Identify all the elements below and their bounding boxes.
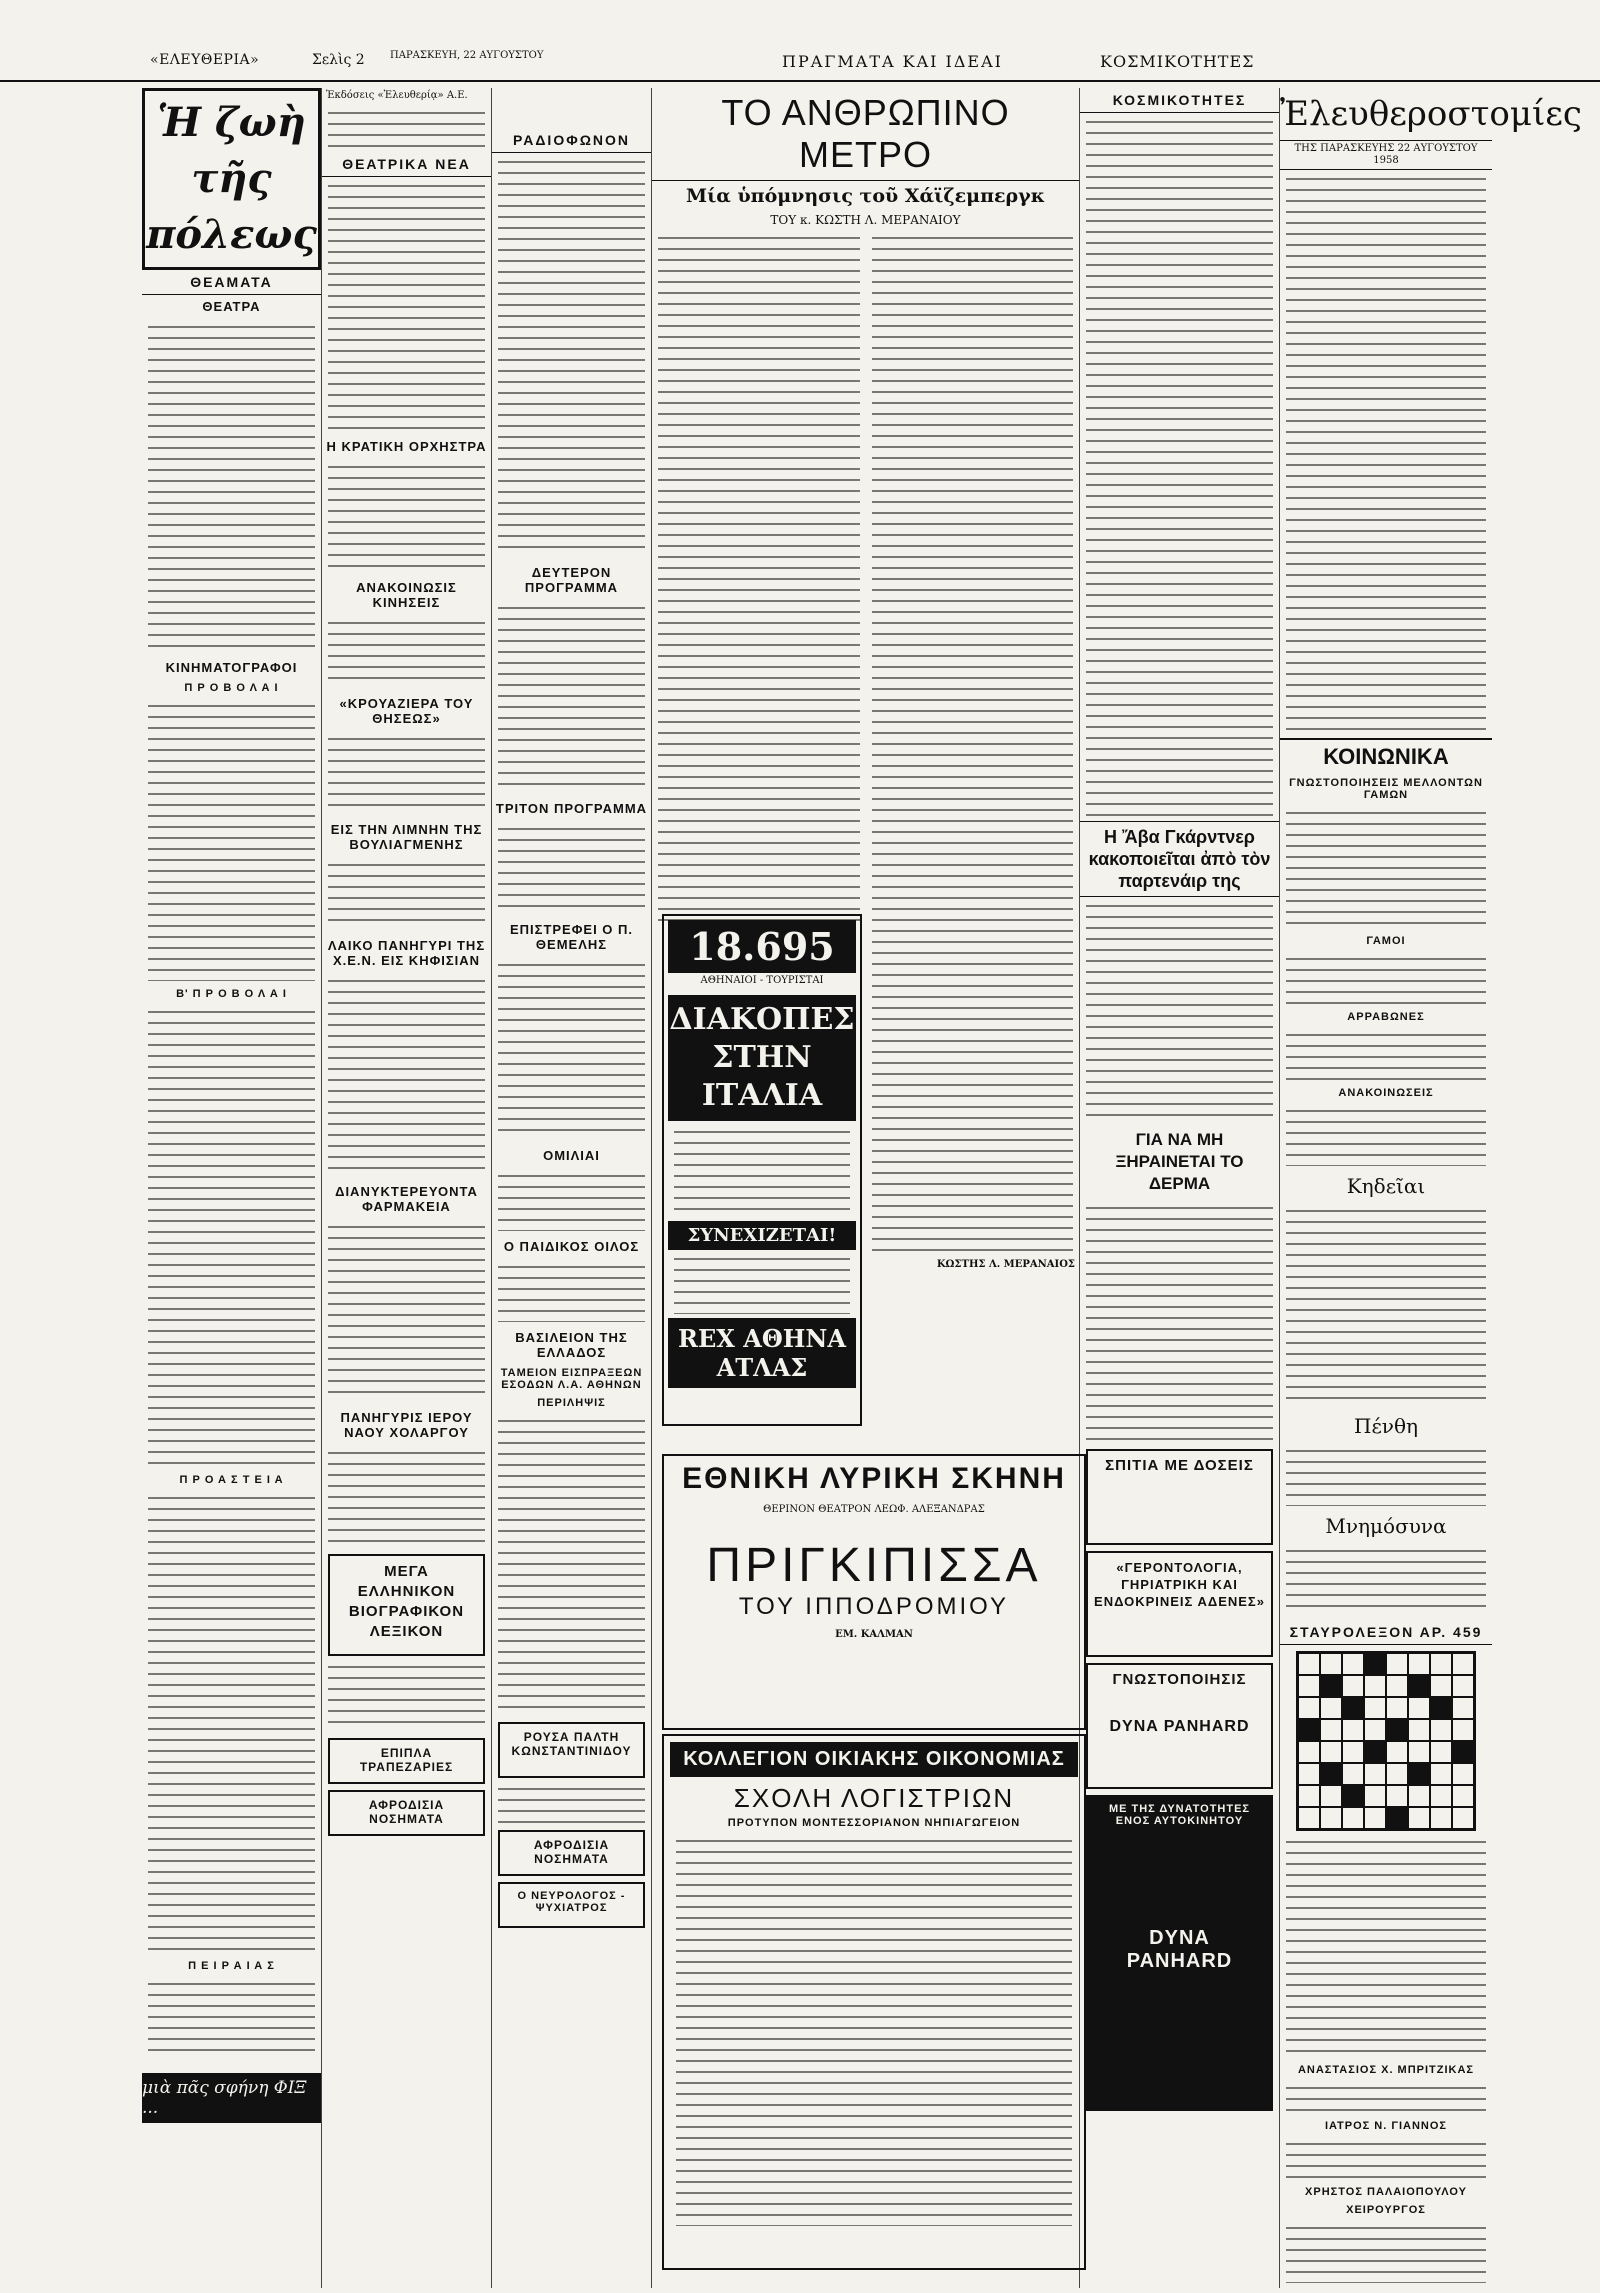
deutero-text	[498, 603, 645, 793]
krouaziera-heading: «ΚΡΟΥΑΖΙΕΡΑ ΤΟΥ ΘΗΣΕΩΣ»	[339, 696, 474, 726]
crossword-clues	[1286, 1837, 1486, 2057]
deutero-heading: ΔΕΥΤΕΡΟΝ ΠΡΟΓΡΑΜΜΑ	[524, 565, 619, 595]
article-signature: ΚΩΣΤΗΣ Λ. ΜΕΡΑΝΑΙΟΣ	[936, 1259, 1075, 1270]
radio-heading: ΡΑΔΙΟΦΩΝΟΝ	[492, 128, 651, 153]
peiraias-heading: Π Ε Ι Ρ Α Ι Α Σ	[188, 1960, 275, 1972]
column-2	[322, 88, 492, 2288]
stavrolexon-heading: ΣΤΑΥΡΟΛΕΞΟΝ ΑΡ. 459	[1280, 1620, 1492, 1645]
perilipsis-text	[498, 1416, 645, 1716]
kratiki-orchistra-heading: Η ΚΡΑΤΙΚΗ ΟΡΧΗΣΤΡΑ	[326, 439, 487, 454]
lyriki-title: ΕΘΝΙΚΗ ΛΥΡΙΚΗ ΣΚΗΝΗ	[682, 1462, 1066, 1495]
anakoinoseis-heading: ΑΝΑΚΟΙΝΩΣΕΙΣ	[1338, 1087, 1434, 1099]
dyna-ad: ΜΕ ΤΗΣ ΔΥΝΑΤΟΤΗΤΕΣ ΕΝΟΣ ΑΥΤΟΚΙΝΗΤΟΥ DYNA PANHARD	[1086, 1795, 1273, 2111]
mnimosyna-heading: Μνημόσυνα	[1325, 1514, 1447, 1538]
theamata-heading: ΘΕΑΜΑΤΑ	[142, 270, 321, 295]
dyna-notice: ΓΝΩΣΤΟΠΟΙΗΣΙΣ DYNA PANHARD	[1086, 1663, 1273, 1789]
column-5	[1080, 88, 1280, 2288]
peiraias-text	[148, 1979, 315, 2059]
spitia-ad: ΣΠΙΤΙΑ ΜΕ ΔΟΣΕΙΣ	[1086, 1449, 1273, 1545]
neurologos-ad: Ο ΝΕΥΡΟΛΟΓΟΣ - ΨΥΧΙΑΤΡΟΣ	[498, 1882, 645, 1928]
vasileion-heading: ΒΑΣΙΛΕΙΟΝ ΤΗΣ ΕΛΛΑΔΟΣ	[515, 1330, 628, 1360]
eleftherostomies-date: ΤΗΣ ΠΑΡΑΣΚΕΥΗΣ 22 ΑΥΓΟΥΣΤΟΥ 1958	[1280, 140, 1492, 170]
derma-text	[1086, 1203, 1273, 1443]
rousa-text	[498, 1784, 645, 1824]
krouaziera-text	[328, 734, 485, 814]
trito-heading: ΤΡΙΤΟΝ ΠΡΟΓΡΑΜΜΑ	[495, 801, 648, 816]
afrodisia2-ad: ΑΦΡΟΔΙΣΙΑ ΝΟΣΗΜΑΤΑ	[498, 1830, 645, 1876]
column-4	[652, 88, 1080, 2288]
theatrika-heading: ΘΕΑΤΡΙΚΑ ΝΕΑ	[322, 152, 491, 177]
panigyris-text	[328, 1448, 485, 1548]
italia-banner: ΔΙΑΚΟΠΕΣ ΣΤΗΝ ΙΤΑΛΙΑ	[668, 995, 856, 1121]
date-line: ΠΑΡΑΣΚΕΥΗ, 22 ΑΥΓΟΥΣΤΟΥ	[390, 50, 544, 61]
kollegion-ad: ΚΟΛΛΕΓΙΟΝ ΟΙΚΙΑΚΗΣ ΟΙΚΟΝΟΜΙΑΣ ΣΧΟΛΗ ΛΟΓΙΣΤΡΙΩΝ ΠΡΟΤΥΠΟΝ ΜΟΝΤΕΣΣΟΡΙΑΝΟΝ ΝΗΠΙΑΓΩΓΕΙΟΝ	[662, 1734, 1086, 2270]
section-title: ΠΡΑΓΜΑΤΑ ΚΑΙ ΙΔΕΑΙ	[782, 52, 1003, 71]
b-provoles-heading: Β' Π Ρ Ο Β Ο Λ Α Ι	[176, 988, 287, 1000]
column-1	[142, 88, 322, 2288]
italia-ad: 18.695 ΑΘΗΝΑΙΟΙ - ΤΟΥΡΙΣΤΑΙ ΔΙΑΚΟΠΕΣ ΣΤΗΝ ΙΤΑΛΙΑ ΣΥΝΕΧΙΖΕΤΑΙ! REX ΑΘΗΝΑ ΑΤΛΑΣ	[662, 914, 862, 1426]
derma-headline: ΓΙΑ ΝΑ ΜΗ ΞΗΡΑΙΝΕΤΑΙ ΤΟ ΔΕΡΜΑ	[1115, 1130, 1244, 1193]
crossword-grid	[1296, 1651, 1476, 1831]
gamoi-heading: ΓΑΜΟΙ	[1366, 935, 1406, 947]
gartner-headline: Η Ἄβα Γκάρντνερ κακοποιεῖται ἀπὸ τὸν παρτενάιρ της	[1080, 821, 1279, 897]
omiliai-text	[498, 1171, 645, 1231]
synexizetai: ΣΥΝΕΧΙΖΕΤΑΙ!	[668, 1221, 856, 1250]
anakoinosi-text	[328, 618, 485, 688]
epipla-ad: ΕΠΙΠΛΑ ΤΡΑΠΕΖΑΡΙΕΣ	[328, 1738, 485, 1784]
misc-text	[328, 1662, 485, 1732]
rex-athina-atlas: REX ΑΘΗΝΑ ΑΤΛΑΣ	[668, 1318, 856, 1388]
mpritzika-ad: ΑΝΑΣΤΑΣΙΟΣ Χ. ΜΠΡΙΤΖΙΚΑΣ	[1297, 2064, 1475, 2076]
proasteia-heading: Π Ρ Ο Α Σ Τ Ε Ι Α	[179, 1474, 284, 1486]
gerontologia-ad: «ΓΕΡΟΝΤΟΛΟΓΙΑ, ΓΗΡΙΑΤΡΙΚΗ ΚΑΙ ΕΝΔΟΚΡΙΝΕΙΣ ΑΔΕΝΕΣ»	[1086, 1551, 1273, 1657]
epistrefei-heading: ΕΠΙΣΤΡΕΦΕΙ Ο Π. ΘΕΜΕΛΗΣ	[509, 922, 634, 952]
article-byline: ΤΟΥ κ. ΚΩΣΤΗ Λ. ΜΕΡΑΝΑΙΟΥ	[770, 213, 961, 227]
edition-text	[328, 108, 485, 148]
provoles-text	[148, 701, 315, 981]
xeirourgos-ad: ΧΕΙΡΟΥΡΓΟΣ	[1346, 2204, 1426, 2216]
article-headline: ΤΟ ΑΝΘΡΩΠΙΝΟ ΜΕΤΡΟ	[652, 88, 1079, 181]
rousa-ad: ΡΟΥΣΑ ΠΑΛΤΗ ΚΩΝΣΤΑΝΤΙΝΙΔΟΥ	[498, 1722, 645, 1778]
epistrefei-text	[498, 960, 645, 1140]
arraboones-heading: ΑΡΡΑΒΩΝΕΣ	[1347, 1011, 1425, 1023]
theatra-heading: ΘΕΑΤΡΑ	[202, 299, 261, 314]
italia-price: 18.695	[668, 920, 856, 973]
kollegion-title: ΚΟΛΛΕΓΙΟΝ ΟΙΚΙΑΚΗΣ ΟΙΚΟΝΟΜΙΑΣ	[670, 1742, 1078, 1777]
eleftherostomies-text	[1286, 174, 1486, 734]
article-col-a	[658, 233, 860, 923]
palaiologos-ad: ΧΡΗΣΤΟΣ ΠΑΛΑΙΟΠΟΥΛΟΥ	[1305, 2186, 1467, 2198]
panigyris-heading: ΠΑΝΗΓΥΡΙΣ ΙΕΡΟΥ ΝΑΟΥ ΧΟΛΑΡΓΟΥ	[340, 1410, 473, 1440]
tameion-heading: ΤΑΜΕΙΟΝ ΕΙΣΠΡΑΞΕΩΝ ΕΣΟΔΩΝ Λ.Α. ΑΘΗΝΩΝ	[500, 1367, 643, 1391]
anakoinosi-heading: ΑΝΑΚΟΙΝΩΣΙΣ ΚΙΝΗΣΕΙΣ	[356, 580, 457, 610]
omiliai-heading: ΟΜΙΛΙΑΙ	[543, 1148, 600, 1163]
column-3	[492, 88, 652, 2288]
kinimatografoi-heading: ΚΙΝΗΜΑΤΟΓΡΑΦΟΙ	[165, 660, 298, 675]
edition-info: Ἐκδόσεις «Ἐλευθερίᾳ» Α.Ε.	[326, 90, 468, 101]
laiko-text	[328, 976, 485, 1176]
prigkipissa-title: ΠΡΙΓΚΙΠΙΣΣΑ	[706, 1539, 1042, 1592]
fix-ad: μιὰ πᾶς σφήνη ΦΙΞ ...	[142, 2073, 321, 2123]
farmakeia-text	[328, 1222, 485, 1402]
b-provoles-text	[148, 1007, 315, 1467]
kosmikotites-text	[1086, 117, 1273, 817]
afrodisia-ad: ΑΦΡΟΔΙΣΙΑ ΝΟΣΗΜΑΤΑ	[328, 1790, 485, 1836]
laiko-panigyri-heading: ΛΑΙΚΟ ΠΑΝΗΓΥΡΙ ΤΗΣ Χ.Ε.Ν. ΕΙΣ ΚΗΦΙΣΙΑΝ	[327, 938, 486, 968]
limni-text	[328, 860, 485, 930]
radio-text	[498, 157, 645, 557]
page-number: Σελὶς 2	[312, 52, 365, 68]
kosmikotites-heading: ΚΟΣΜΙΚΟΤΗΤΕΣ	[1080, 88, 1279, 113]
paper-name: «ΕΛΕΥΘΕΡΙΑ»	[150, 52, 260, 68]
koinonika-heading: ΚΟΙΝΩΝΙΚΑ	[1280, 738, 1492, 774]
column-6	[1280, 88, 1582, 2288]
theatra-text	[148, 322, 315, 652]
trito-text	[498, 824, 645, 914]
perilipsis-heading: ΠΕΡΙΛΗΨΙΣ	[537, 1397, 606, 1409]
biografikon-ad: ΜΕΓΑ ΕΛΛΗΝΙΚΟΝ ΒΙΟΓΡΑΦΙΚΟΝ ΛΕΞΙΚΟΝ	[328, 1554, 485, 1656]
article-subhead: Μία ὑπόμνησις τοῦ Χάϊζεμπεργκ	[686, 185, 1045, 207]
proasteia-text	[148, 1493, 315, 1953]
city-life-title: Ἡ ζωὴ τῆς πόλεως	[142, 88, 321, 270]
kratiki-text	[328, 462, 485, 572]
provoles-heading: Π Ρ Ο Β Ο Λ Α Ι	[184, 682, 279, 694]
kideiai-heading: Κηδεῖαι	[1346, 1174, 1426, 1198]
limni-heading: ΕΙΣ ΤΗΝ ΛΙΜΝΗΝ ΤΗΣ ΒΟΥΛΙΑΓΜΕΝΗΣ	[330, 822, 483, 852]
penthi-heading: Πένθη	[1354, 1414, 1418, 1438]
masthead	[0, 0, 1600, 82]
lyriki-ad: ΕΘΝΙΚΗ ΛΥΡΙΚΗ ΣΚΗΝΗ ΘΕΡΙΝΟΝ ΘΕΑΤΡΟΝ ΛΕΩΦ. ΑΛΕΞΑΝΔΡΑΣ ΠΡΙΓΚΙΠΙΣΣΑ ΤΟΥ ΙΠΠΟΔΡΟΜΙΟΥ ΕΜ. ΚΑΛΜΑΝ	[662, 1454, 1086, 1730]
paidikos-heading: Ο ΠΑΙΔΙΚΟΣ ΟΙΛΟΣ	[503, 1239, 640, 1254]
gartner-text	[1086, 901, 1273, 1121]
farmakeia-heading: ΔΙΑΝΥΚΤΕΡΕΥΟΝΤΑ ΦΑΡΜΑΚΕΙΑ	[335, 1184, 478, 1214]
eleftherostomies-title: Ἐλευθεροστομίες	[1280, 94, 1582, 134]
paidikos-text	[498, 1262, 645, 1322]
article-col-b	[872, 233, 1074, 1253]
theatrika-text	[328, 181, 485, 431]
giannos-ad: ΙΑΤΡΟΣ Ν. ΓΙΑΝΝΟΣ	[1324, 2120, 1448, 2132]
gnostopoiiseis-heading: ΓΝΩΣΤΟΠΟΙΗΣΕΙΣ ΜΕΛΛΟΝΤΩΝ ΓΑΜΩΝ	[1289, 777, 1483, 801]
kosmikotites-header: ΚΟΣΜΙΚΟΤΗΤΕΣ	[1100, 52, 1255, 71]
